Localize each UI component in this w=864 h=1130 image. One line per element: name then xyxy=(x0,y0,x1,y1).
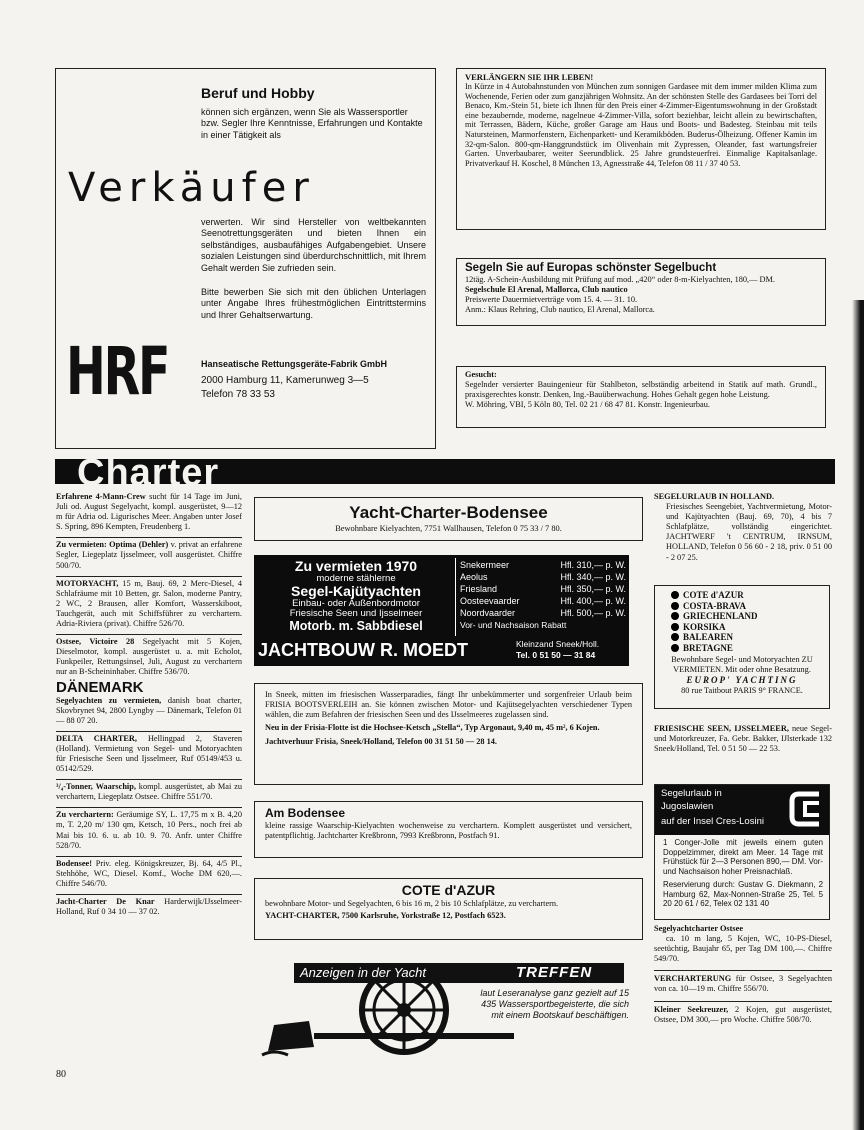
frisia-ad xyxy=(254,683,643,785)
treffen-note: laut Leseranalyse ganz gezielt auf 15 435 Wassersportbegeisterte, die sich mit einem Bootskauf beschäftigen. xyxy=(480,988,629,1020)
beruf-body2: Bitte bewerben Sie sich mit den üblichen Unterlagen unter Angabe Ihres frühestmöglichen Eintrittstermins und Ihrer Gehaltserwartung. xyxy=(201,287,426,320)
cres-body: 1 Conger-Jolle mit jeweils einem guten Doppelzimmer, direkt am Meer. 14 Tage mit Frühstück für 2—3 Personen 890,— DM. Vor- und Nachsaison hoher Preisnachlaß. xyxy=(663,838,823,876)
classified-bodensee: Bodensee! Priv. eleg. Königskreuzer, Bj. 64, 4/5 Pl., Stehhöhe, WC, Diesel. Komf., Woche DM 620,—. Chiffre 546/70. xyxy=(56,858,242,888)
cres-reservation: Reservierung durch: Gustav G. Diekmann, 2 Hamburg 62, Max-Nonnen-Straße 25, Tel. 5 20 20 61 / 62, Telex 02 131 40 xyxy=(663,880,823,909)
frisia-neu: Neu in der Frisia-Flotte ist die Hochsee-Ketsch „Stella“, Typ Argonaut, 9,40 m, 45 m², 6 Kojen. xyxy=(265,723,600,733)
moedt-line2: moderne stählerne xyxy=(316,573,396,584)
classified-holland: SEGELURLAUB IN HOLLAND. Friesisches Seengebiet, Yachtvermietung, Motor- und Kajütyachten (Bauj. 69, 70), 4 bis 7 Schlafplätze, vollständig eingerichtet. JACHTWERF 't CENTRUM, IRNSUM, HOLLAND, Telefon 0 56 60 - 2 18, priv. 0 51 00 - 2 07 25. xyxy=(654,492,832,562)
verlaengern-body: In Kürze in 4 Autobahnstunden von München zum sonnigen Gardasee mit dem immer milden Klima zum Wochenende, Ferien oder zum ganzjährigen Wohnsitz. An der schönsten Stelle des Gardasees bei Torri del Benaco, Km.-Stein 51, biete ich Ihnen für den Preis einer 4-Zimmer-Eigentumswohnung in der Großstadt eine bezaubernde, moderne, nagelneue 4-Zimmer-Villa, sofort beziehbar, leicht allein zu bewirtschaften, mit Terrassen, Bädern, Küche, großer Garage am Haus und Boots- und Badesteg. Steinbau mit teils Natursteinen, Marmorfenstern, Eichenparkett- und Keramikböden. Buderus-Ölheizung. Offener Kamin im 32-qm-Salon. 800-qm-Hanggrundstück im Olivenhain mit Zypressen, Oleander, fast wartungsfreier Garten. Unverbaubarer, weiter Seerundblick. 25 Jahre grundsteuerfrei. Einmalige Kapitalsanlage. Privatverkauf H. Koschel, 8 München 13, Agnesstraße 44, Telefon 08 11 / 37 40 53. xyxy=(465,82,817,168)
europ-name: EUROP' YACHTING xyxy=(686,675,798,686)
classified-danish: Segelyachten zu vermieten, danish boat charter, Skovbrynet 94, 2800 Lyngby — Dänemark, Telefon 01 — 88 07 20. xyxy=(56,695,242,725)
beruf-body1: verwerten. Wir sind Hersteller von weltbekannten Seenotrettungsgeräten und bieten Ihnen ein selbständiges, ausbaufähiges Aufgabengebiet. Unsere sozialen Leistungen sind überdurchschnittlich, mit Ihrem Gehalt werden Sie zufrieden sein. xyxy=(201,217,426,273)
scan-edge xyxy=(852,300,864,1130)
segeln-line4: Anm.: Klaus Rehring, Club nautico, El Arenal, Mallorca. xyxy=(465,305,655,315)
am-bodensee-ad xyxy=(254,801,643,858)
classified-crew: Erfahrene 4-Mann-Crew sucht für 14 Tage im Juni, Juli od. August Segelyacht, kompl. ausgerüstet, 9—12 m für Adria od. Ligurisches Meer. Angaben unter Josef S. Spring, 896 Kempten, Freudenberg 1. xyxy=(56,492,242,532)
cres-line1: Segelurlaub in xyxy=(661,788,722,799)
classified-optima: Zu vermieten: Optima (Dehler) v. privat an erfahrene Segler, Liegeplatz Ijsselmeer, voll ausgerüstet. Chiffre 500/70. xyxy=(56,540,242,570)
cres-line3: auf der Insel Cres-Losini xyxy=(661,816,764,827)
classified-vercharterung: VERCHARTERUNG für Ostsee, 3 Segelyachten von ca. 10—19 m. Chiffre 556/70. xyxy=(654,974,832,994)
cote-azur-ad xyxy=(254,878,643,940)
frisia-body: In Sneek, mitten im friesischen Wasserparadies, fängt Ihr unbekümmerter und sorgenfreier Urlaub beim FRISIA BOOTSVERLEIH an. Sie können zwischen Motor- und Kajütsegelyachten verschiedener Typen wählen, die zum Befahren der friesischen Seen und des IJsselmeeres zugelassen sind. xyxy=(265,690,632,720)
europ-yachting-ad xyxy=(654,585,830,709)
moedt-address: Kleinzand Sneek/Holl. Tel. 0 51 50 — 31 84 xyxy=(516,639,600,660)
bodensee-charter-sub: Bewohnbare Kielyachten, 7751 Wallhausen, Telefon 0 75 33 / 7 80. xyxy=(335,524,562,533)
daenemark-heading: DÄNEMARK xyxy=(56,678,144,696)
price-row: Noordvaarder Hfl. 500,— p. W. xyxy=(460,608,626,618)
treffen-right-label: TREFFEN xyxy=(516,964,593,981)
hrf-address: 2000 Hamburg 11, Kamerunweg 3—5 xyxy=(201,375,369,386)
cres-header xyxy=(655,785,829,835)
region-item: COTE d'AZUR xyxy=(671,590,823,601)
cote-contact: YACHT-CHARTER, 7500 Karlsruhe, Yorkstraße 12, Postfach 6523. xyxy=(265,911,506,921)
moedt-ad xyxy=(254,555,629,666)
cres-logo-icon xyxy=(789,790,823,828)
moedt-line5: Friesische Seen und Ijsselmeer xyxy=(289,608,423,619)
segeln-title: Segeln Sie auf Europas schönster Segelbucht xyxy=(465,262,717,274)
hrf-company: Hanseatische Rettungsgeräte-Fabrik GmbH xyxy=(201,359,388,369)
beruf-big-title: Verkäufer xyxy=(68,165,315,211)
hrf-job-ad xyxy=(55,68,436,449)
europ-address: 80 rue Taitbout PARIS 9° FRANCE. xyxy=(681,686,803,696)
gardasee-ad xyxy=(456,68,826,230)
charter-section-title: Charter xyxy=(77,452,220,486)
region-item: BRETAGNE xyxy=(671,643,823,654)
classified-friesische: FRIESISCHE SEEN, IJSSELMEER, neue Segel- und Motorkreuzer, Fa. Gebr. Bakker, IJlsterkade 132 Sneek/Holland, Tel. 0 51 50 — 22 53. xyxy=(654,724,832,754)
gesucht-contact: W. Möhring, VBI, 5 Köln 80, Tel. 02 21 / 68 47 81. Konstr. Ingenieurbau. xyxy=(465,400,710,410)
price-row: Oosteevaarder Hfl. 400,— p. W. xyxy=(460,596,626,606)
page-number: 80 xyxy=(56,1069,66,1080)
engineer-wanted-ad xyxy=(456,366,826,428)
mallorca-sailing-ad xyxy=(456,258,826,326)
classified-seekreuzer: Kleiner Seekreuzer, 2 Kojen, gut ausgerüstet, Ostsee, DM 300,— pro Woche. Chiffre 508/70. xyxy=(654,1004,832,1024)
gesucht-body: Segelnder versierter Bauingenieur für Stahlbeton, selbständig arbeitend in Statik auf math. Grundl., praxisgerechtes konstr. Denken, Ing.-Bauüberwachung. Hohes Gehalt gegen hohe Leistung. xyxy=(465,380,817,400)
region-item: KORSIKA xyxy=(671,622,823,633)
hrf-logo: HRF xyxy=(66,333,169,410)
classified-ostsee-charter: Segelyachtcharter Ostsee ca. 10 m lang, 5 Kojen, WC, 10-PS-Diesel, seetüchtig, Baujahr 65, per Tag DM 100,—. Chiffre 549/70. xyxy=(654,924,832,964)
price-row: Aeolus Hfl. 340,— p. W. xyxy=(460,572,626,582)
segeln-line3: Preiswerte Dauermietverträge vom 15. 4. — 31. 10. xyxy=(465,295,638,305)
am-bodensee-title: Am Bodensee xyxy=(265,806,346,820)
classified-motoryacht: MOTORYACHT, 15 m, Bauj. 69, 2 Merc-Diesel, 4 Schlafräume mit 10 Betten, gr. Salon, moderne Pantry, 2 WC, 2 Brausen, aller Komfort, Wasserskiboot, Tauchgerät, auch mit Schiffsführer zu verchartern. Adria-Riviera (privat). Chiffre 526/70. xyxy=(56,578,242,629)
classified-ketsch: Zu verchartern: Geräumige SY, L. 17,75 m x B. 4,20 m, T. 2,20 m/ 130 qm, Ketsch, 10 Pers., noch frei ab Mai bis 10. 6. u. ab 10. 9. 70. Anfr. unter Chiffre 528/70. xyxy=(56,810,242,850)
moedt-line3: Segel-Kajütyachten xyxy=(291,583,421,599)
price-row: Snekermeer Hfl. 310,— p. W. xyxy=(460,560,626,570)
segeln-line1: 12täg. A-Schein-Ausbildung mit Prüfung auf mod. „420“ oder 8-m-Kielyachten, 180,— DM. xyxy=(465,275,775,284)
right-classifieds xyxy=(654,492,832,563)
classified-victoire: Ostsee, Victoire 28 Segelyacht mit 5 Kojen, Dieselmotor, kompl. ausgerüstet u. a. mit Echolot, Funkpeiler, Rettungsinsel, Juli, August zu verchartern nur an B-Scheininhaber. Chiffre 536/70. xyxy=(56,637,243,677)
bodensee-charter-title: Yacht-Charter-Bodensee xyxy=(349,503,548,522)
moedt-note: Vor- und Nachsaison Rabatt xyxy=(460,620,567,630)
gesucht-title: Gesucht: xyxy=(465,370,497,379)
left-classifieds xyxy=(56,492,242,917)
classified-waarschip: ³/₄-Tonner, Waarschip, kompl. ausgerüstet, ab Mai zu verchartern, Liegeplatz Ostsee. Chiffre 551/70. xyxy=(56,782,242,802)
segeln-line2: Segelschule El Arenal, Mallorca, Club nautico xyxy=(465,285,628,295)
yacht-charter-bodensee-ad xyxy=(254,497,643,541)
region-item: BALEAREN xyxy=(671,632,823,643)
region-item: GRIECHENLAND xyxy=(671,611,823,622)
hrf-phone: Telefon 78 33 53 xyxy=(201,389,275,400)
price-row: Friesland Hfl. 350,— p. W. xyxy=(460,584,626,594)
cote-body: bewohnbare Motor- und Segelyachten, 6 bis 16 m, 2 bis 10 Schlafplätze, zu verchartern. xyxy=(265,899,559,908)
moedt-name: JACHTBOUW R. MOEDT xyxy=(258,640,468,660)
region-item: COSTA-BRAVA xyxy=(671,601,823,612)
moedt-line6: Motorb. m. Sabbdiesel xyxy=(289,619,423,633)
cres-line2: Jugoslawien xyxy=(661,801,714,812)
beruf-title: Beruf und Hobby xyxy=(201,85,315,101)
moedt-line4: Einbau- oder Außenbordmotor xyxy=(292,598,420,609)
cres-losini-ad xyxy=(654,784,830,920)
classified-delta: DELTA CHARTER, Hellingpad 2, Staveren (Holland). Vermietung von Segel- und Motoryachten für Friesische Seen und Ijsselmeer, Ruf 05149/453 u. 05142/529. xyxy=(56,733,242,774)
region-list xyxy=(661,590,823,653)
am-bodensee-body: kleine rassige Waarschip-Kielyachten wochenweise zu verchartern. Komplett ausgerüstet und versichert, patentpflichtig. Jachtcharter Kreßbronn, 7993 Kreßbronn, Postfach 91. xyxy=(265,821,632,841)
treffen-left-label: Anzeigen in der Yacht xyxy=(300,965,426,980)
moedt-price-list xyxy=(460,559,626,631)
cote-title: COTE d'AZUR xyxy=(401,882,496,898)
verlaengern-title: VERLÄNGERN SIE IHR LEBEN! xyxy=(465,72,594,82)
beruf-intro: können sich ergänzen, wenn Sie als Wassersportler bzw. Segler Ihre Kenntnisse, Erfahrungen und Kontakte in einer Tätigkeit als xyxy=(201,107,423,140)
yacht-treffen-ad xyxy=(254,955,634,1065)
right-classifieds-lower xyxy=(654,924,832,1025)
classified-knar: Jacht-Charter De Knar Harderwijk/IJsselmeer-Holland, Ruf 0 34 10 — 37 02. xyxy=(56,897,242,917)
frisia-contact: Jachtverhuur Frisia, Sneek/Holland, Telefon 00 31 51 50 — 28 14. xyxy=(265,737,497,747)
regions-text: Bewohnbare Segel- und Motoryachten ZU VERMIETEN. Mit oder ohne Besatzung. xyxy=(671,655,813,675)
moedt-line1: Zu vermieten 1970 xyxy=(294,558,418,574)
moedt-left xyxy=(258,559,454,633)
